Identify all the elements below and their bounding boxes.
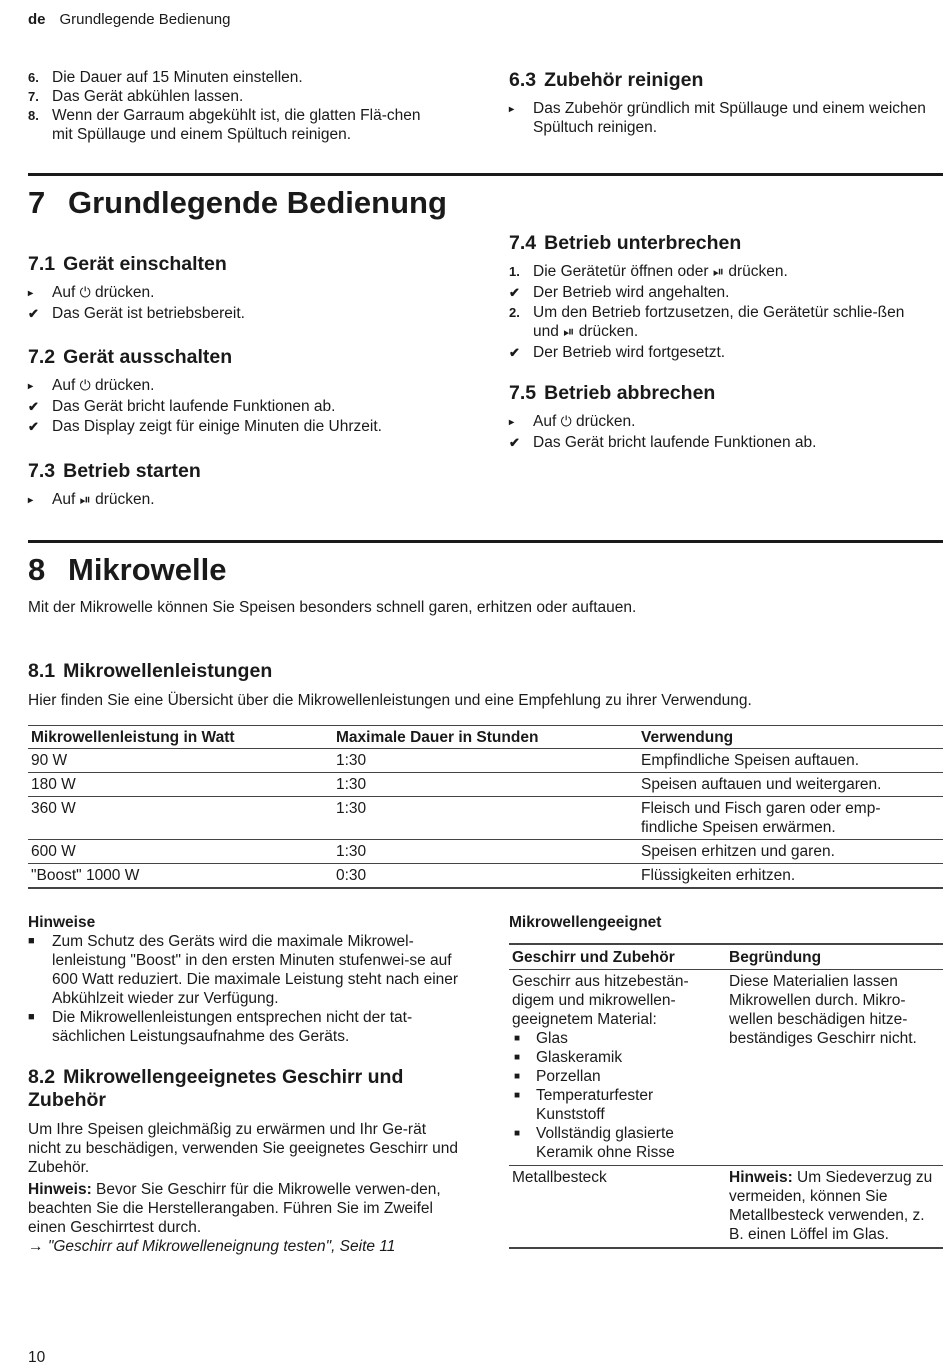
section-7-5-heading: 7.5 Betrieb abbrechen	[509, 382, 716, 404]
section-7-2-heading: 7.2 Gerät ausschalten	[28, 346, 233, 368]
section-7-1-result: ✔ Das Gerät ist betriebsbereit.	[28, 305, 245, 322]
section-7-1-heading: 7.1 Gerät einschalten	[28, 253, 227, 275]
power-table	[28, 725, 943, 889]
table-cell: 90 W	[28, 749, 333, 773]
language-code: de	[28, 11, 46, 28]
section-7-4-heading: 7.4 Betrieb unterbrechen	[509, 232, 742, 254]
table-cell: Metallbesteck	[509, 1166, 726, 1249]
section-7-2-result-2: ✔ Das Display zeigt für einige Minuten die Uhrzeit.	[28, 418, 382, 435]
triangle-icon: ▸	[28, 495, 34, 506]
hinweise-block	[28, 913, 468, 1046]
section-6-3-step: ▸ Das Zubehör gründlich mit Spüllauge und einem weichen Spültuch reinigen.	[509, 100, 926, 136]
section-8-1-intro: Hier finden Sie eine Übersicht über die Mikrowellenleistungen und eine Empfehlung zu ihrer Verwendung.	[28, 692, 752, 709]
section-8-2-note: Hinweis: Bevor Sie Geschirr für die Mikrowelle verwen-den, beachten Sie die Herstellerangaben. Führen Sie im Zweifel einen Geschirrtest durch.	[28, 1181, 441, 1236]
section-7-2-result-1: ✔ Das Gerät bricht laufende Funktionen ab.	[28, 398, 336, 415]
table-cell: 360 W	[28, 797, 333, 840]
check-icon: ✔	[509, 285, 520, 300]
table-row	[509, 970, 943, 1166]
section-8-2	[28, 1066, 458, 1256]
list-item: ■ Glas	[512, 1029, 723, 1048]
table-row	[28, 797, 943, 840]
table-cell: Fleisch und Fisch garen oder emp-findliche Speisen erwärmen.	[638, 797, 943, 840]
section-7-4-result-2: ✔ Der Betrieb wird fortgesetzt.	[509, 344, 726, 361]
triangle-icon: ▸	[28, 288, 34, 299]
section-8-2-heading: 8.2 Mikrowellengeeignetes Geschirr und Zubehör	[28, 1066, 404, 1111]
hinweise-title: Hinweise	[28, 914, 96, 931]
section-7-4-result-1: ✔ Der Betrieb wird angehalten.	[509, 284, 730, 301]
table-cell: Empfindliche Speisen auftauen.	[638, 749, 943, 773]
section-8-2-paragraph: Um Ihre Speisen gleichmäßig zu erwärmen und Ihr Ge-rät nicht zu beschädigen, verwenden Sie geeignetes Geschirr und Zubehör.	[28, 1121, 458, 1176]
column-header: Begründung	[726, 944, 943, 970]
power-icon: ⏻	[79, 378, 91, 394]
table-cell: Diese Materialien lassen Mikrowellen durch. Mikro-wellen beschädigen hitze-beständiges Geschirr nicht.	[726, 970, 943, 1166]
step-8: 8. Wenn der Garraum abgekühlt ist, die glatten Flä-chen mit Spüllauge und einem Spültuch reinigen.	[28, 107, 421, 143]
chapter-rule-8	[28, 540, 943, 543]
check-icon: ✔	[28, 306, 39, 321]
table-cell: 1:30	[333, 773, 638, 797]
power-icon: ⏻	[560, 414, 572, 430]
section-7-5-step: ▸ Auf ⏻ drücken.	[509, 413, 636, 430]
section-7-3-heading: 7.3 Betrieb starten	[28, 460, 201, 482]
table-row	[28, 864, 943, 889]
triangle-icon: ▸	[509, 417, 515, 428]
table-cell: Flüssigkeiten erhitzen.	[638, 864, 943, 889]
header-title: Grundlegende Bedienung	[59, 11, 231, 28]
table-cell: 600 W	[28, 840, 333, 864]
section-7-1-step: ▸ Auf ⏻ drücken.	[28, 284, 155, 301]
column-header: Mikrowellenleistung in Watt	[28, 726, 333, 749]
chapter-8-intro: Mit der Mikrowelle können Sie Speisen besonders schnell garen, erhitzen oder auftauen.	[28, 599, 637, 616]
triangle-icon: ▸	[509, 104, 515, 115]
list-item: ■ Vollständig glasierte Keramik ohne Risse	[512, 1124, 723, 1162]
table-cell: 1:30	[333, 749, 638, 773]
table-cell: Speisen erhitzen und garen.	[638, 840, 943, 864]
section-7-4-step-2: 2. Um den Betrieb fortzusetzen, die Gerätetür schlie-ßen und ⏯ drücken.	[509, 304, 905, 340]
arrow-icon: →	[28, 1238, 44, 1255]
top-left-steps	[28, 68, 448, 144]
column-header: Geschirr und Zubehör	[509, 944, 726, 970]
page-number: 10	[28, 1349, 46, 1366]
power-table-header	[28, 726, 943, 749]
section-7-5	[509, 382, 939, 452]
list-item: ■ Porzellan	[512, 1067, 723, 1086]
chapter-rule-7	[28, 173, 943, 176]
table-cell: Geschirr aus hitzebestän-digem und mikrowellen-geeignetem Material: ■ Glas ■ Glaskeramik ■ Porzellan ■ Temperaturfester Kunststoff ■ Vollständig glasierte Keramik ohne Risse	[509, 970, 726, 1166]
power-icon: ⏻	[79, 285, 91, 301]
section-7-3	[28, 460, 468, 510]
chapter-7-heading: 7 Grundlegende Bedienung	[28, 185, 447, 220]
triangle-icon: ▸	[28, 381, 34, 392]
table-cell: 0:30	[333, 864, 638, 889]
section-7-4	[509, 232, 939, 362]
table-cell: Hinweis: Um Siedeverzug zu vermeiden, können Sie Metallbesteck verwenden, z. B. einen Löffel im Glas.	[726, 1166, 943, 1249]
section-7-2	[28, 346, 468, 436]
table-cell: 1:30	[333, 840, 638, 864]
hinweis-item-1: ■ Zum Schutz des Geräts wird die maximale Mikrowel-lenleistung "Boost" in den ersten Minuten stufenwei-se auf 600 Watt reduziert. Die maximale Leistung steht nach einer Abkühlzeit wieder zur Verfügung.	[28, 933, 459, 1007]
start-stop-icon: ⏯	[563, 324, 575, 340]
mw-table-title: Mikrowellengeeignet	[509, 914, 662, 931]
table-row	[28, 840, 943, 864]
step-7: 7. Das Gerät abkühlen lassen.	[28, 88, 244, 105]
table-cell: "Boost" 1000 W	[28, 864, 333, 889]
section-7-5-result: ✔ Das Gerät bricht laufende Funktionen ab.	[509, 434, 817, 451]
check-icon: ✔	[28, 419, 39, 434]
section-7-2-step: ▸ Auf ⏻ drücken.	[28, 377, 155, 394]
cross-reference-link[interactable]: → "Geschirr auf Mikrowelleneignung testen", Seite 11	[28, 1238, 396, 1255]
section-6-3	[509, 69, 939, 137]
square-bullet-icon: ■	[28, 935, 35, 947]
material-list	[512, 1029, 723, 1162]
section-7-3-step: ▸ Auf ⏯ drücken.	[28, 491, 155, 508]
hinweis-item-2: ■ Die Mikrowellenleistungen entsprechen nicht der tat-sächlichen Leistungsaufnahme des Geräts.	[28, 1009, 413, 1045]
check-icon: ✔	[28, 399, 39, 414]
list-item: ■ Glaskeramik	[512, 1048, 723, 1067]
mw-suitable-table	[509, 943, 943, 1249]
check-icon: ✔	[509, 345, 520, 360]
table-row	[509, 1166, 943, 1249]
table-row	[28, 773, 943, 797]
square-bullet-icon: ■	[28, 1011, 35, 1023]
column-header: Maximale Dauer in Stunden	[333, 726, 638, 749]
start-stop-icon: ⏯	[712, 264, 725, 280]
list-item: ■ Temperaturfester Kunststoff	[512, 1086, 723, 1124]
check-icon: ✔	[509, 435, 520, 450]
column-header: Verwendung	[638, 726, 943, 749]
chapter-8-heading: 8 Mikrowelle	[28, 552, 227, 587]
mw-table-header	[509, 944, 943, 970]
table-cell: Speisen auftauen und weitergaren.	[638, 773, 943, 797]
table-cell: 1:30	[333, 797, 638, 840]
start-stop-icon: ⏯	[79, 492, 91, 508]
step-6: 6. Die Dauer auf 15 Minuten einstellen.	[28, 69, 303, 86]
table-cell: 180 W	[28, 773, 333, 797]
section-7-4-step-1: 1. Die Gerätetür öffnen oder ⏯ drücken.	[509, 263, 788, 280]
page-header	[28, 10, 231, 29]
table-row	[28, 749, 943, 773]
section-8-1-heading: 8.1 Mikrowellenleistungen	[28, 660, 273, 682]
section-6-3-heading: 6.3 Zubehör reinigen	[509, 69, 704, 91]
section-7-1	[28, 253, 468, 323]
